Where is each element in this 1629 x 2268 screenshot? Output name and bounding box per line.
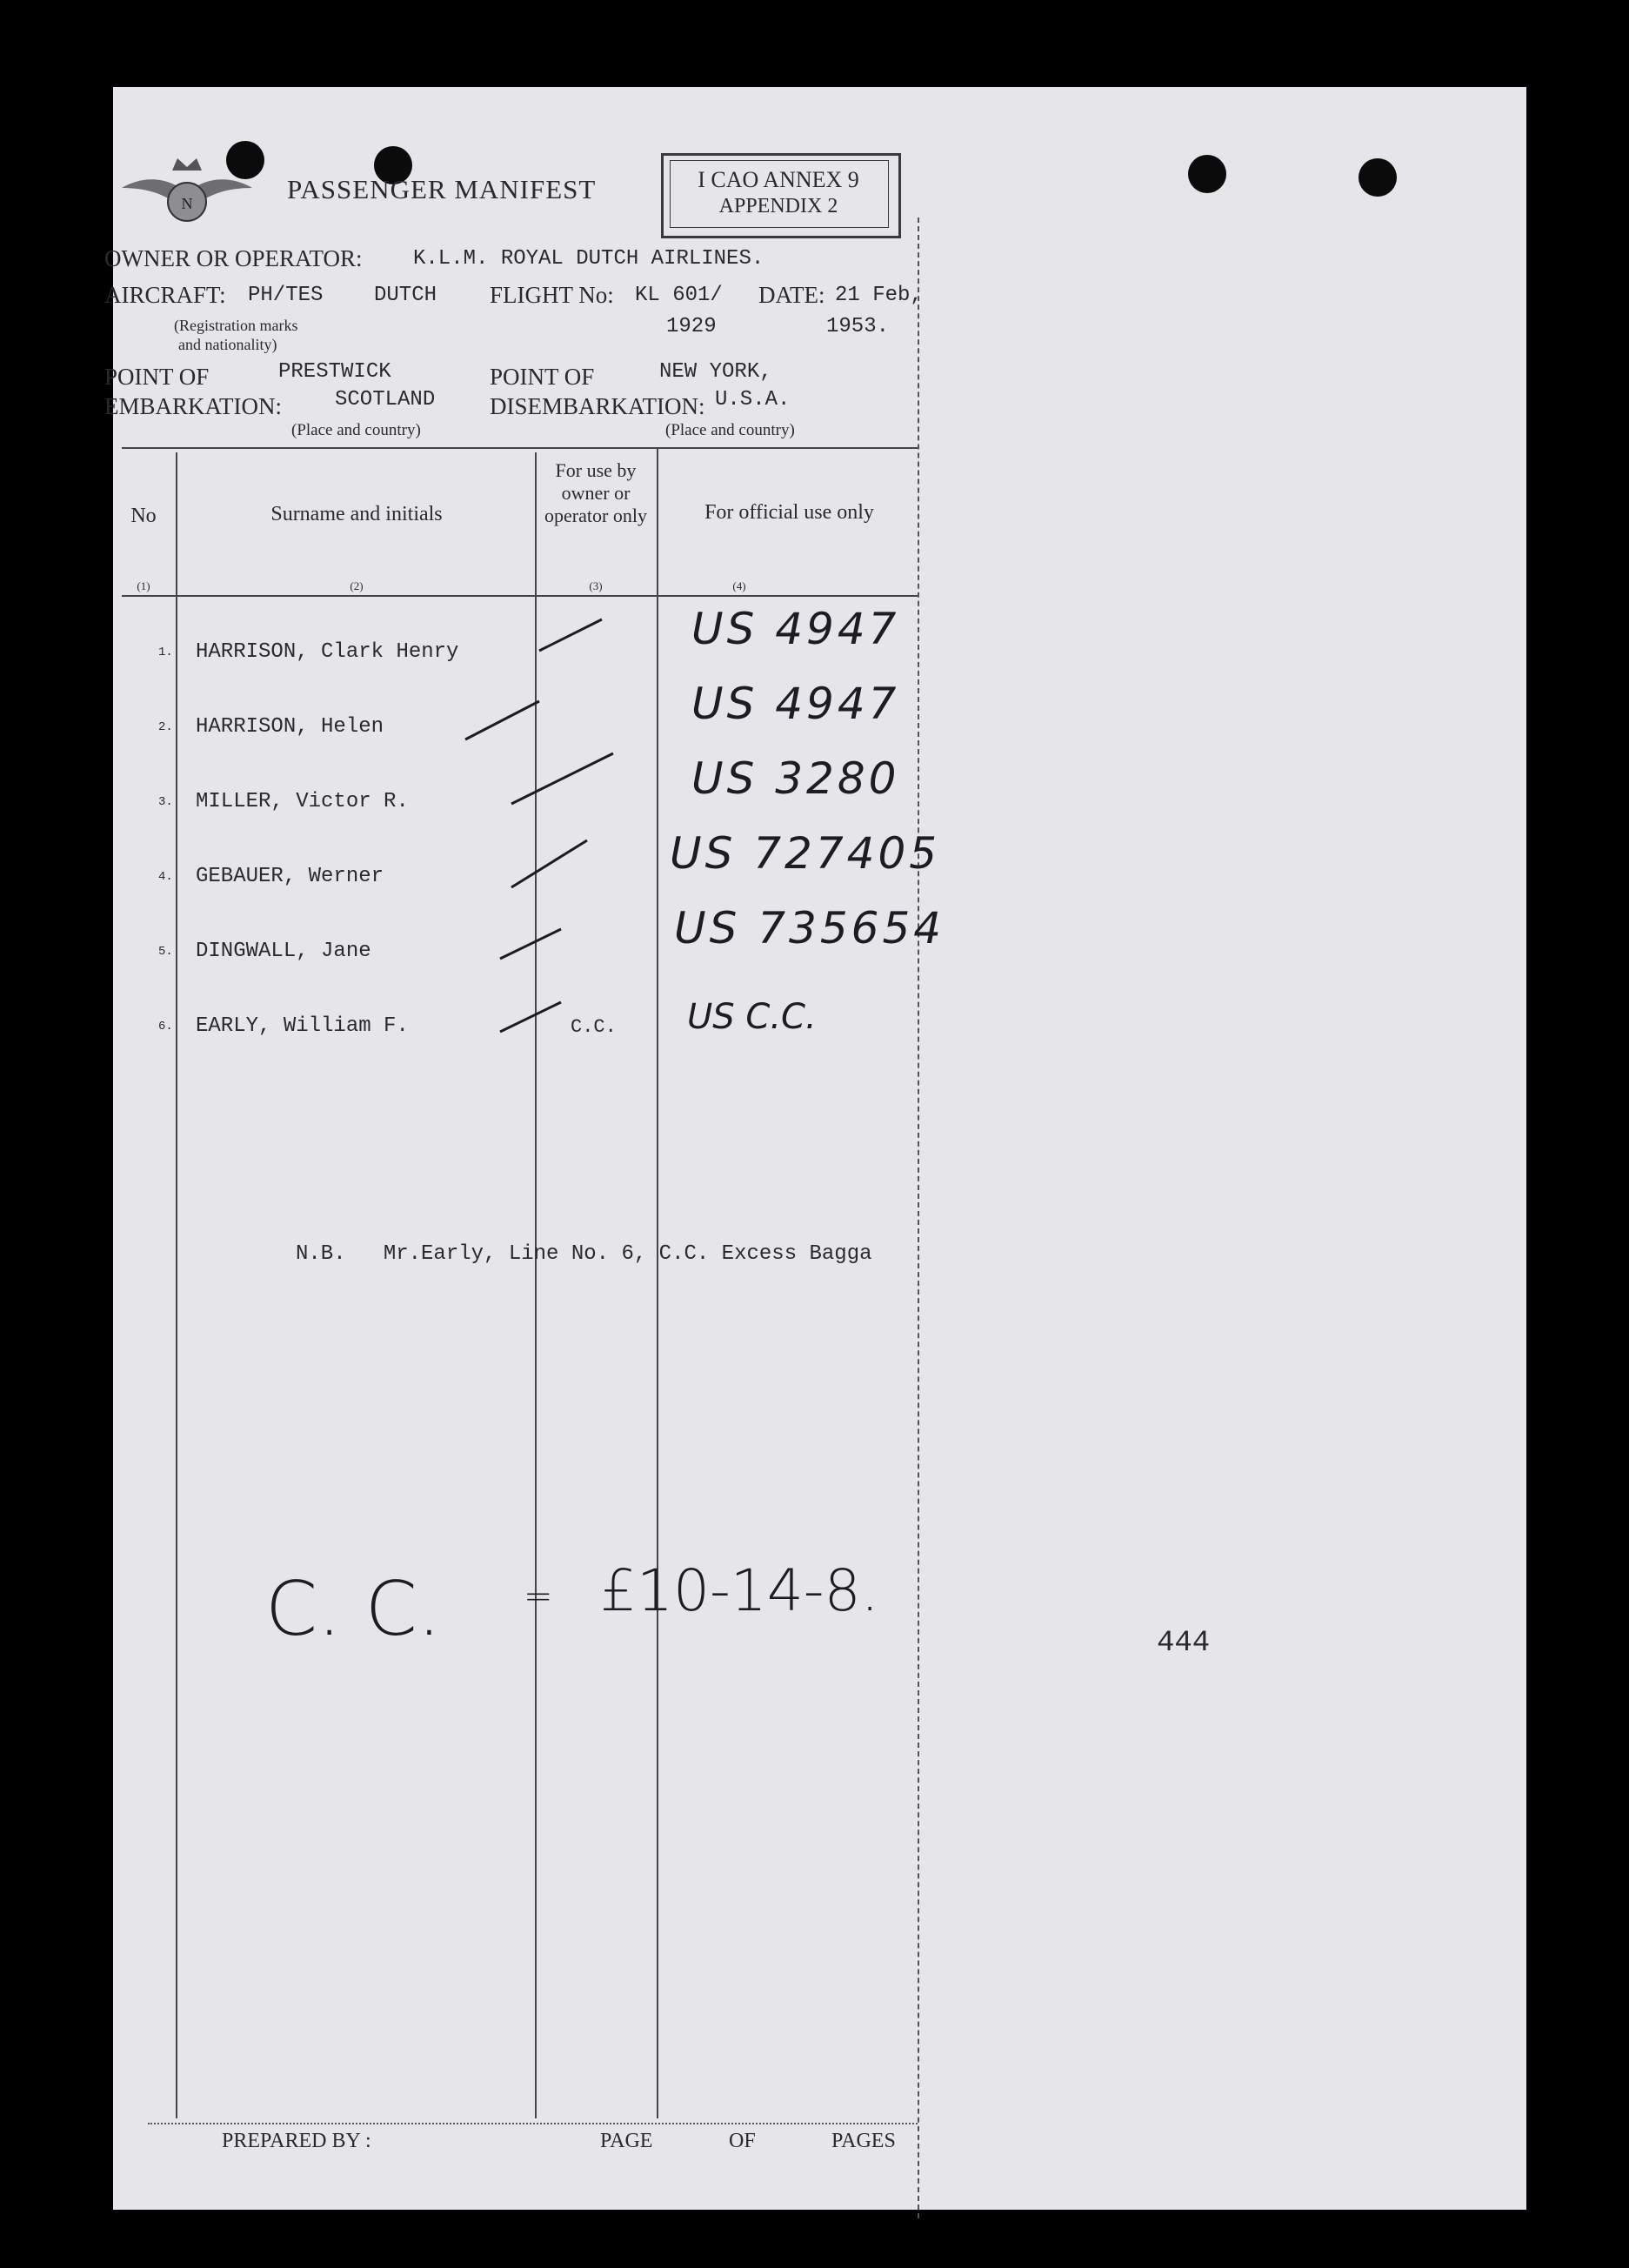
pages-label: PAGES — [831, 2130, 896, 2152]
footer-rule — [148, 2123, 918, 2124]
column-number: (3) — [589, 579, 603, 592]
aircraft-registration: PH/TES — [248, 284, 324, 307]
prepared-by-label: PREPARED BY : — [222, 2130, 371, 2152]
aircraft-label: AIRCRAFT: — [104, 282, 226, 308]
embarkation-city: PRESTWICK — [278, 360, 391, 384]
disembarkation-sublabel: (Place and country) — [665, 421, 795, 439]
handwritten-cc: C. C. — [265, 1566, 442, 1653]
svg-text:N: N — [181, 195, 193, 212]
annex-title: I CAO ANNEX 9 — [698, 167, 859, 192]
flight-date: 21 Feb, — [835, 284, 923, 307]
official-note: US C.C. — [687, 997, 817, 1037]
page-label: PAGE — [600, 2130, 653, 2152]
date-label: DATE: — [758, 282, 825, 308]
aircraft-nationality: DUTCH — [374, 284, 437, 307]
flight-label: FLIGHT No: — [490, 282, 614, 308]
row-number: 3. — [158, 795, 173, 809]
passenger-name: HARRISON, Helen — [196, 715, 384, 739]
disembarkation-label: DISEMBARKATION: — [490, 393, 705, 419]
disembarkation-city: NEW YORK, — [659, 360, 772, 384]
flight-number-2: 1929 — [666, 315, 717, 338]
of-label: OF — [729, 2130, 756, 2152]
annex-appendix: APPENDIX 2 — [718, 195, 838, 217]
passenger-name: HARRISON, Clark Henry — [196, 640, 459, 664]
column-number: (4) — [732, 579, 746, 592]
flight-year: 1953. — [826, 315, 890, 338]
header-name: Surname and initials — [270, 503, 443, 525]
passport-number: US 4947 — [691, 679, 900, 729]
passenger-name: GEBAUER, Werner — [196, 865, 384, 888]
row-number: 2. — [158, 720, 173, 734]
embarkation-label: POINT OF — [104, 364, 210, 390]
row-number: 6. — [158, 1020, 173, 1034]
header-official: For official use only — [704, 501, 874, 524]
handwritten-amount: £10-14-8. — [600, 1557, 879, 1624]
passenger-name: MILLER, Victor R. — [196, 790, 409, 813]
passport-number: US 735654 — [674, 903, 945, 953]
row-number: 4. — [158, 870, 173, 884]
manifest-title: PASSENGER MANIFEST — [287, 174, 597, 204]
passport-number: US 727405 — [670, 828, 941, 879]
handwritten-equals: = — [524, 1576, 553, 1616]
operator-label: OWNER OR OPERATOR: — [104, 245, 363, 271]
manifest-page — [104, 87, 1526, 2210]
stamp-number: 444 — [1157, 1627, 1211, 1660]
flight-number: KL 601/ — [635, 284, 723, 307]
passport-number: US 4947 — [691, 604, 900, 654]
header-owner: For use by owner or operator only — [544, 459, 647, 526]
embarkation-sublabel: (Place and country) — [291, 421, 421, 439]
passenger-name: EARLY, William F. — [196, 1014, 409, 1038]
tick-marks — [113, 87, 918, 1131]
owner-note: C.C. — [571, 1016, 617, 1038]
disembarkation-country: U.S.A. — [715, 388, 791, 411]
passenger-name: DINGWALL, Jane — [196, 940, 371, 963]
row-number: 1. — [158, 646, 173, 659]
note-text: N.B. Mr.Early, Line No. 6, C.C. Excess Bagga — [296, 1242, 872, 1266]
aircraft-sublabel: (Registration marks — [174, 317, 298, 334]
embarkation-label: EMBARKATION: — [104, 393, 283, 419]
embarkation-country: SCOTLAND — [335, 388, 436, 411]
header-no: No — [130, 505, 157, 527]
operator-value: K.L.M. ROYAL DUTCH AIRLINES. — [413, 247, 764, 271]
page-edge-dash — [918, 217, 919, 2218]
punch-hole — [1359, 158, 1397, 197]
column-number: (1) — [137, 579, 150, 592]
passport-number: US 3280 — [691, 753, 900, 804]
disembarkation-label: POINT OF — [490, 364, 595, 390]
row-number: 5. — [158, 945, 173, 959]
column-number: (2) — [350, 579, 364, 592]
punch-hole — [1188, 155, 1226, 193]
aircraft-sublabel: and nationality) — [178, 336, 277, 353]
